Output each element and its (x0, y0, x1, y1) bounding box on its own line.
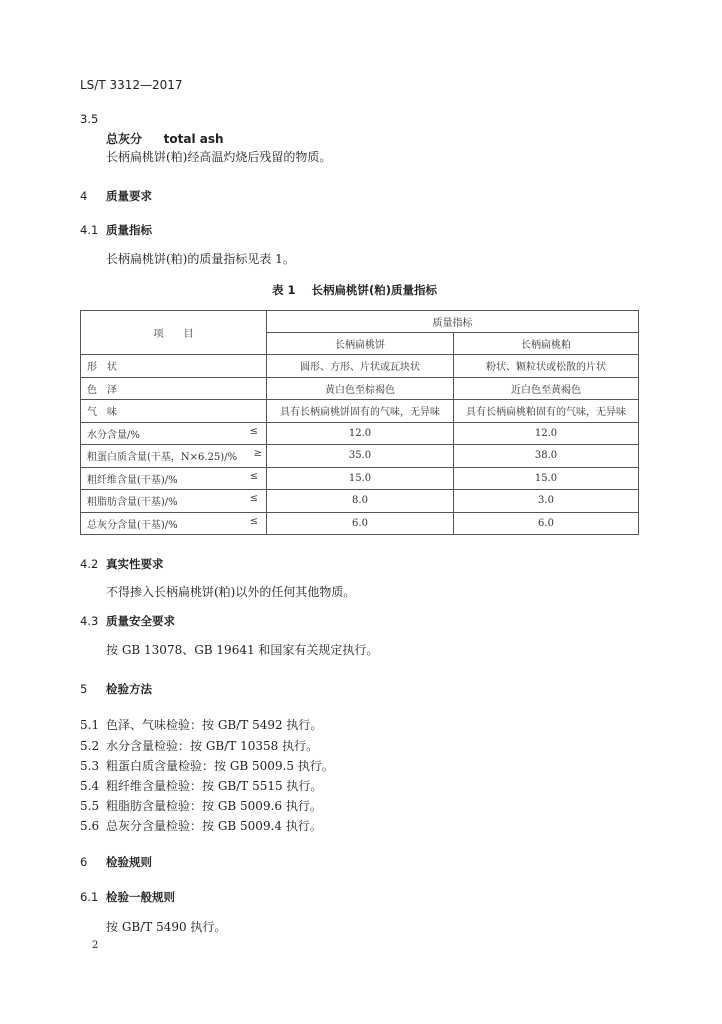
term-definition: 长柄扁桃饼(粕)经高温灼烧后残留的物质。 (106, 150, 332, 164)
row-item (81, 490, 267, 513)
section-4-1-heading (80, 222, 152, 238)
table-row (81, 355, 639, 378)
item-number: 5.2 (80, 739, 100, 753)
table-row (81, 445, 639, 468)
row-item (81, 422, 267, 445)
quality-index-table (80, 310, 639, 535)
comparison-symbol: ≥ (253, 448, 262, 460)
row-item (81, 467, 267, 490)
meal-value: 38.0 (454, 445, 639, 468)
table-row (81, 377, 639, 400)
section-number: 6 (80, 855, 88, 869)
row-item (81, 512, 267, 535)
row-item (81, 355, 267, 378)
table-row (81, 422, 639, 445)
section-4-heading (80, 188, 152, 204)
section-4-3-heading (80, 613, 175, 629)
section-number: 6.1 (80, 890, 99, 904)
row-item (81, 445, 267, 468)
item-text: 色泽、气味检验：按 GB/T 5492 执行。 (106, 718, 323, 732)
section-4-3-text: 按 GB 13078、GB 19641 和国家有关规定执行。 (106, 643, 379, 657)
section-number: 5 (80, 682, 88, 696)
column-header-item: 项 目 (81, 311, 267, 355)
list-item (80, 777, 322, 794)
row-item (81, 377, 267, 400)
list-item (80, 716, 322, 733)
cake-value: 6.0 (267, 512, 454, 535)
row-item-label: 形 状 (87, 362, 117, 374)
section-5-heading (80, 681, 152, 697)
item-number: 5.1 (80, 718, 100, 732)
table-caption-number: 表 1 (272, 283, 296, 297)
section-6-1-heading (80, 889, 175, 905)
item-number: 5.6 (80, 819, 100, 833)
table-row (81, 400, 639, 423)
meal-value: 15.0 (454, 467, 639, 490)
item-number: 5.5 (80, 799, 100, 813)
section-6-1-text: 按 GB/T 5490 执行。 (106, 920, 227, 934)
section-title: 检验规则 (106, 855, 152, 869)
cake-value: 黄白色至棕褐色 (267, 377, 454, 400)
section-title: 质量指标 (106, 223, 152, 237)
meal-value: 具有长柄扁桃粕固有的气味，无异味 (454, 400, 639, 423)
item-number: 5.3 (80, 759, 100, 773)
section-4-2-heading (80, 556, 164, 572)
section-title: 质量要求 (106, 189, 152, 203)
section-number: 4 (80, 189, 88, 203)
row-item-label: 水分含量/% (87, 429, 140, 441)
section-title: 检验一般规则 (106, 890, 175, 904)
cake-value: 35.0 (267, 445, 454, 468)
list-item (80, 817, 322, 834)
meal-value: 近白色至黄褐色 (454, 377, 639, 400)
meal-value: 6.0 (454, 512, 639, 535)
meal-value: 12.0 (454, 422, 639, 445)
row-item-label: 粗脂肪含量(干基)/% (87, 497, 178, 509)
item-number: 5.4 (80, 779, 100, 793)
row-item-label: 粗纤维含量(干基)/% (87, 474, 178, 486)
comparison-symbol: ≤ (249, 470, 258, 482)
row-item (81, 400, 267, 423)
page-number: 2 (92, 940, 99, 951)
row-item-label: 总灰分含量(干基)/% (87, 519, 178, 531)
section-6-heading (80, 854, 152, 870)
item-text: 粗纤维含量检验：按 GB/T 5515 执行。 (106, 779, 323, 793)
meal-value: 粉状、颗粒状或松散的片状 (454, 355, 639, 378)
cake-value: 具有长柄扁桃饼固有的气味，无异味 (267, 400, 454, 423)
table-row (81, 512, 639, 535)
column-header-cake: 长柄扁桃饼 (267, 333, 454, 355)
column-header-quality-index: 质量指标 (267, 311, 639, 333)
term-entry (106, 130, 224, 147)
section-title: 真实性要求 (106, 557, 164, 571)
row-item-label: 气 味 (87, 407, 117, 419)
table-row (81, 467, 639, 490)
section-number: 4.2 (80, 557, 99, 571)
table-caption-title: 长柄扁桃饼(粕)质量指标 (311, 283, 438, 297)
list-item (80, 737, 318, 754)
item-text: 总灰分含量检验：按 GB 5009.4 执行。 (106, 819, 322, 833)
row-item-label: 色 泽 (87, 384, 117, 396)
cake-value: 12.0 (267, 422, 454, 445)
cake-value: 8.0 (267, 490, 454, 513)
section-3-5-number: 3.5 (80, 112, 99, 126)
section-number: 4.3 (80, 614, 99, 628)
section-4-1-text: 长柄扁桃饼(粕)的质量指标见表 1。 (106, 252, 295, 266)
comparison-symbol: ≤ (249, 425, 258, 437)
list-item (80, 797, 322, 814)
section-title: 检验方法 (106, 682, 152, 696)
cake-value: 圆形、方形、片状或瓦块状 (267, 355, 454, 378)
item-text: 水分含量检验：按 GB/T 10358 执行。 (106, 739, 319, 753)
list-item (80, 757, 334, 774)
meal-value: 3.0 (454, 490, 639, 513)
comparison-symbol: ≤ (249, 493, 258, 505)
table-caption (272, 282, 437, 298)
row-item-label: 粗蛋白质含量(干基，N×6.25)/% (87, 452, 238, 464)
term-cn: 总灰分 (106, 132, 143, 146)
section-title: 质量安全要求 (106, 614, 175, 628)
term-en: total ash (163, 132, 224, 146)
section-number: 4.1 (80, 223, 99, 237)
document-code: LS/T 3312—2017 (80, 78, 183, 92)
cake-value: 15.0 (267, 467, 454, 490)
item-text: 粗脂肪含量检验：按 GB 5009.6 执行。 (106, 799, 322, 813)
comparison-symbol: ≤ (249, 515, 258, 527)
section-4-2-text: 不得掺入长柄扁桃饼(粕)以外的任何其他物质。 (106, 585, 356, 599)
table-row (81, 490, 639, 513)
column-header-meal: 长柄扁桃粕 (454, 333, 639, 355)
item-text: 粗蛋白质含量检验：按 GB 5009.5 执行。 (106, 759, 334, 773)
